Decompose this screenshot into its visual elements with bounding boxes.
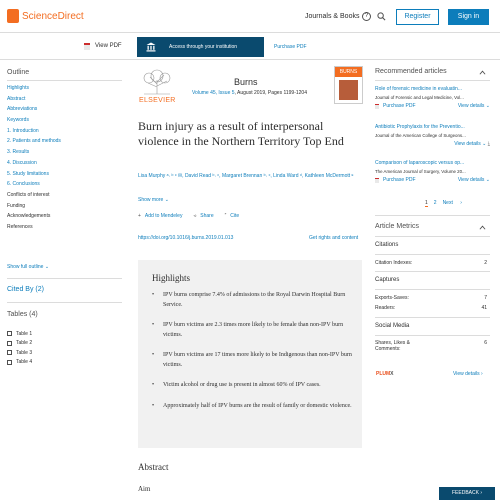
- view-details-label: View details: [454, 141, 481, 147]
- abstract-heading: Abstract: [138, 462, 169, 472]
- recommended-item: [375, 86, 490, 109]
- recommended-title-link[interactable]: Antibiotic Prophylaxis for the Preventio...: [375, 124, 465, 130]
- tables-heading: Tables (4): [7, 311, 38, 318]
- table-label: Table 2: [16, 340, 33, 347]
- view-details-link[interactable]: [458, 103, 490, 109]
- view-details-link[interactable]: [454, 141, 490, 147]
- share-icon: ⪦: [193, 213, 197, 219]
- cover-artwork: [339, 80, 358, 100]
- outline-item[interactable]: Funding: [7, 202, 26, 209]
- metric-value: 41: [481, 305, 487, 311]
- mendeley-label: Add to Mendeley: [144, 213, 183, 219]
- journal-cover-image[interactable]: [334, 66, 363, 104]
- outline-item[interactable]: Highlights: [7, 85, 29, 91]
- outline-item[interactable]: 3. Results: [7, 149, 30, 156]
- register-button[interactable]: Register: [396, 9, 439, 25]
- journals-books-link[interactable]: Journals & Books: [305, 13, 360, 20]
- outline-item[interactable]: 2. Patients and methods: [7, 138, 61, 145]
- recommended-heading: Recommended articles: [375, 68, 447, 75]
- table-icon: [7, 350, 12, 355]
- cite-button[interactable]: [225, 213, 240, 219]
- metrics-view-details-link[interactable]: [453, 371, 483, 377]
- readers-row: [375, 305, 487, 311]
- highlight-item: • IPV burn victims are 2.3 times more likely to be female than non-IPV burn victims.: [152, 321, 352, 340]
- quote-icon: ”: [224, 213, 227, 219]
- show-full-outline-link[interactable]: [7, 264, 49, 270]
- chevron-up-icon[interactable]: [479, 69, 486, 76]
- exports-row: [375, 295, 487, 301]
- cited-by-link[interactable]: Cited By (2): [7, 286, 44, 293]
- chevron-up-icon[interactable]: [479, 224, 486, 231]
- view-details-label: View details: [453, 371, 480, 377]
- sign-in-button[interactable]: Sign in: [448, 9, 489, 25]
- outline-heading: Outline: [7, 69, 30, 76]
- add-to-mendeley-button[interactable]: [138, 213, 182, 219]
- pdf-icon: [84, 43, 90, 50]
- divider: [7, 278, 122, 279]
- table-label: Table 4: [16, 359, 33, 366]
- view-details-link[interactable]: [458, 177, 490, 183]
- recommended-pager: [425, 200, 474, 207]
- purchase-label: Purchase PDF: [383, 103, 416, 109]
- metric-label: Readers:: [375, 305, 396, 311]
- metric-value: 6: [484, 340, 487, 346]
- show-more-label: Show more: [138, 197, 164, 203]
- purchase-pdf-link[interactable]: [375, 177, 416, 183]
- view-details-label: View details: [457, 177, 485, 183]
- recommended-journal: The American Journal of Surgery, Volume 20...: [375, 169, 466, 174]
- recommended-journal: Journal of Forensic and Legal Medicine, Vol...: [375, 95, 464, 100]
- divider: [375, 236, 490, 237]
- author-list[interactable]: Lisa Murphy ᵃ˒ ᵇ ᶜ ✉, David Read ᵇ˒ ᶜ, Margaret Brennan ᵇ˒ ᶜ, Linda Ward ᵈ, Kathleen McDermott ᵉ: [138, 173, 354, 179]
- captures-heading: Captures: [375, 277, 400, 283]
- divider: [375, 80, 490, 81]
- chevron-down-icon: ⌄: [164, 197, 169, 203]
- elsevier-tree-logo: [140, 68, 174, 95]
- table-icon: [7, 331, 12, 336]
- social-media-heading: Social Media: [375, 323, 410, 329]
- outline-item[interactable]: Keywords: [7, 117, 29, 124]
- volume-pages: , August 2019, Pages 1199-1204: [234, 90, 307, 96]
- purchase-label: Purchase PDF: [383, 177, 416, 183]
- purchase-pdf-link[interactable]: Purchase PDF: [274, 44, 307, 50]
- highlight-item: • Approximately half of IPV burns are the result of family or domestic violence.: [152, 402, 352, 412]
- view-pdf-link[interactable]: View PDF: [95, 43, 122, 49]
- view-details-label: View details: [457, 103, 485, 109]
- metric-label: Shares, Likes & Comments:: [375, 340, 411, 352]
- metric-label: Exports-Saves:: [375, 295, 409, 301]
- divider: [375, 335, 490, 336]
- recommended-journal: Journal of the American College of Surgeons...: [375, 133, 466, 138]
- outline-item[interactable]: 1. Introduction: [7, 127, 39, 134]
- table-label: Table 3: [16, 349, 33, 356]
- divider: [375, 317, 490, 318]
- outline-item[interactable]: 6. Conclusions: [7, 181, 40, 188]
- chevron-down-icon: ⌄: [484, 103, 490, 109]
- divider: [375, 271, 490, 272]
- page-1-button[interactable]: 1: [425, 200, 428, 206]
- highlight-item: • Victim alcohol or drug use is present in almost 60% of IPV cases.: [152, 381, 352, 391]
- volume-info: [192, 90, 307, 96]
- outline-item[interactable]: 5. Study limitations: [7, 170, 49, 177]
- pdf-icon: [375, 178, 379, 183]
- download-icon[interactable]: ⤓: [487, 141, 490, 147]
- feedback-button[interactable]: [439, 487, 495, 500]
- show-more-button[interactable]: [138, 197, 169, 203]
- next-page-button[interactable]: [443, 200, 468, 207]
- rights-content-link[interactable]: Get rights and content: [309, 235, 359, 241]
- outline-item[interactable]: Conflicts of interest: [7, 191, 50, 198]
- recommended-item: [375, 160, 490, 183]
- outline-item[interactable]: 4. Discussion: [7, 159, 37, 166]
- article-metrics-heading: Article Metrics: [375, 223, 419, 230]
- recommended-item: [375, 124, 490, 147]
- table-link[interactable]: [7, 339, 32, 349]
- feedback-label: FEEDBACK: [451, 490, 479, 496]
- outline-item[interactable]: Abstract: [7, 95, 26, 102]
- outline-item[interactable]: Acknowledgements: [7, 213, 51, 220]
- outline-item[interactable]: References: [7, 223, 33, 230]
- access-institution-button[interactable]: [137, 37, 264, 57]
- tables-list: [7, 329, 32, 367]
- table-link[interactable]: [7, 348, 32, 358]
- plumx-logo-x: X: [390, 371, 394, 377]
- table-link[interactable]: [7, 329, 32, 339]
- sciencedirect-logo[interactable]: [7, 9, 84, 23]
- article-title: Burn injury as a result of interpersonal violence in the Northern Territory Top End: [138, 119, 344, 148]
- cite-label: Cite: [230, 213, 240, 219]
- chevron-right-icon: ›: [460, 200, 462, 206]
- divider: [7, 302, 122, 303]
- divider: [375, 215, 490, 216]
- recommended-title-link[interactable]: Role of forensic medicine in evaluatin...: [375, 86, 462, 92]
- divider: [375, 289, 490, 290]
- share-button[interactable]: [193, 213, 213, 219]
- chevron-right-icon: ›: [480, 490, 482, 496]
- citations-heading: Citations: [375, 242, 399, 248]
- table-icon: [7, 341, 12, 346]
- purchase-pdf-link[interactable]: [375, 103, 416, 109]
- shares-row: [375, 340, 487, 352]
- metric-value: 7: [484, 295, 487, 301]
- help-icon[interactable]: ?: [362, 12, 371, 21]
- metric-value: 2: [484, 260, 487, 266]
- share-label: Share: [200, 213, 214, 219]
- next-label: Next: [442, 200, 453, 206]
- divider: [7, 80, 122, 81]
- plus-icon: +: [138, 213, 141, 219]
- publisher-logo-text: ELSEVIER: [139, 97, 176, 104]
- table-label: Table 1: [16, 330, 33, 337]
- volume-issue-link[interactable]: Volume 45, Issue 5: [192, 90, 235, 96]
- page-2-button[interactable]: 2: [433, 200, 437, 206]
- highlights-heading: Highlights: [152, 273, 191, 283]
- divider: [375, 254, 490, 255]
- highlights-list: [152, 291, 352, 422]
- metric-label: Citation Indexes:: [375, 260, 413, 266]
- show-full-outline-label: Show full outline: [7, 264, 44, 270]
- access-label: Access through your institution: [169, 44, 238, 50]
- plumx-logo: [376, 371, 394, 377]
- article-actions: [138, 213, 250, 219]
- outline-item[interactable]: Abbreviations: [7, 106, 38, 113]
- highlight-item: • IPV burn victims are 17 times more likely to be Indigenous than non-IPV burn victims.: [152, 351, 352, 370]
- doi-link[interactable]: https://doi.org/10.1016/j.burns.2019.01.013: [138, 235, 234, 241]
- journal-title-link[interactable]: Burns: [234, 77, 258, 87]
- recommended-title-link[interactable]: Comparison of laparoscopic versus op...: [375, 160, 465, 166]
- plumx-logo-text: PLUM: [376, 371, 391, 377]
- pdf-icon: [375, 104, 379, 109]
- highlight-item: • IPV burns comprise 7.4% of admissions to the Royal Darwin Hospital Burn Service.: [152, 291, 352, 310]
- cover-title: BURNS: [335, 67, 362, 77]
- institution-icon: [146, 42, 156, 52]
- table-icon: [7, 360, 12, 365]
- brand-name: ScienceDirect: [22, 10, 84, 22]
- table-link[interactable]: [7, 358, 32, 368]
- search-icon[interactable]: [377, 12, 386, 21]
- outline-list: [7, 85, 61, 235]
- elsevier-tree-icon: [7, 9, 19, 23]
- chevron-right-icon: ›: [479, 371, 483, 377]
- chevron-down-icon: ⌄: [484, 177, 490, 183]
- chevron-down-icon: ⌄: [44, 264, 50, 270]
- citation-indexes-row: [375, 260, 487, 266]
- aim-heading: Aim: [138, 485, 151, 493]
- chevron-down-icon: ⌄: [480, 141, 487, 147]
